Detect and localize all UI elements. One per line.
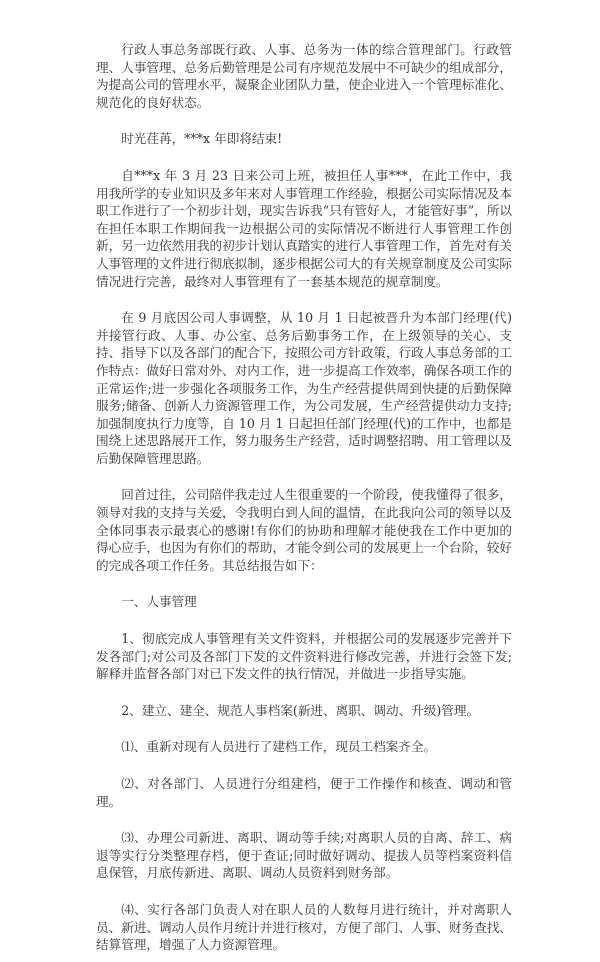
list-item: 2、建立、建全、规范人事档案(新进、离职、调动、升级)管理。 xyxy=(121,702,480,718)
thanks-paragraph: 回首过往，公司陪伴我走过人生很重要的一个阶段，使我懂得了很多，领导对我的支持与关爱，令我明白到人间的温情，在此我向公司的领导以及全体同事表示最衷心的感谢!有你们的协助和理解才能使我在工作中更加的得心应手，也因为有你们的帮助，才能令到公司的发展更上一个台阶，较好的完成各项工作任务。其总结报告如下： xyxy=(96,487,512,573)
start-work-paragraph: 自***x 年 3 月 23 日来公司上班，被担任人事***，在此工作中，我用我所学的专业知识及多年来对人事管理工作经验，根据公司实际情况及本职工作进行了一个初步计划，现实告诉我“只有管好人，才能管好事”，所以在担任本职工作期间我一边根据公司的实际情况不断进行人事管理工作创新，另一边依然用我的初步计划认真踏实的进行人事管理工作，首先对有关人事管理的文件进行彻底拟制，逐步根据公司大的有关规章制度及公司实际情况进行完善，最终对人事管理有了一套基本规范的规章制度。 xyxy=(96,167,512,289)
sub-list-item: ⑷、实行各部门负责人对在职人员的人数每月进行统计，并对离职人员、新进、调动人员作月统计并进行核对，方便了部门、人事、财务查找、结算管理，增强了人力资源管理。 xyxy=(96,901,512,953)
sub-list-item: ⑵、对各部门、人员进行分组建档，便于工作操作和核查、调动和管理。 xyxy=(96,776,512,809)
sub-list-item: ⑴、重新对现有人员进行了建档工作，现员工档案齐全。 xyxy=(121,739,437,755)
section-heading: 一、人事管理 xyxy=(121,594,197,610)
intro-paragraph: 行政人事总务部既行政、人事、总务为一体的综合管理部门。行政管理、人事管理、总务后勤管理是公司有序规范发展中不可缺少的组成部分，为提高公司的管理水平，凝聚企业团队力量，使企业进入一个管理标准化、规范化的良好状态。 xyxy=(96,42,512,110)
list-item: 1、彻底完成人事管理有关文件资料，并根据公司的发展逐步完善并下发各部门;对公司及各部门下发的文件资料进行修改完善，并进行会签下发;解释并监督各部门对已下发文件的执行情况，并做进一步指导实施。 xyxy=(96,631,512,682)
sub-list-item: ⑶、办理公司新进、离职、调动等手续;对离职人员的自离、辞工、病退等实行分类整理存档，便于查证;同时做好调动、提拔人员等档案资料信息保管，月底传新进、离职、调动人员资料到财务部。 xyxy=(96,830,512,881)
time-paragraph: 时光荏苒，***x 年即将结束! xyxy=(121,131,283,147)
promotion-paragraph: 在 9 月底因公司人事调整，从 10 月 1 日起被晋升为本部门经理(代)并接管行政、人事、办公室、总务后勤事务工作，在上级领导的关心、支持、指导下以及各部门的配合下，按照公司方针政策，行政人事总务部的工作特点：做好日常对外、对内工作，进一步提高工作效率，确保各项工作的正常运作;进一步强化各项服务工作，为生产经营提供周到快捷的后勤保障服务;储备、创新人力资源管理工作，为公司发展，生产经营提供动力支持;加强制度执行力度等，自 10 月 1 日起担任部门经理(代)的工作中，也都是围绕上述思路展开工作，努力服务生产经营，适时调整招聘、用工管理以及后勤保障管理思路。 xyxy=(96,310,512,466)
